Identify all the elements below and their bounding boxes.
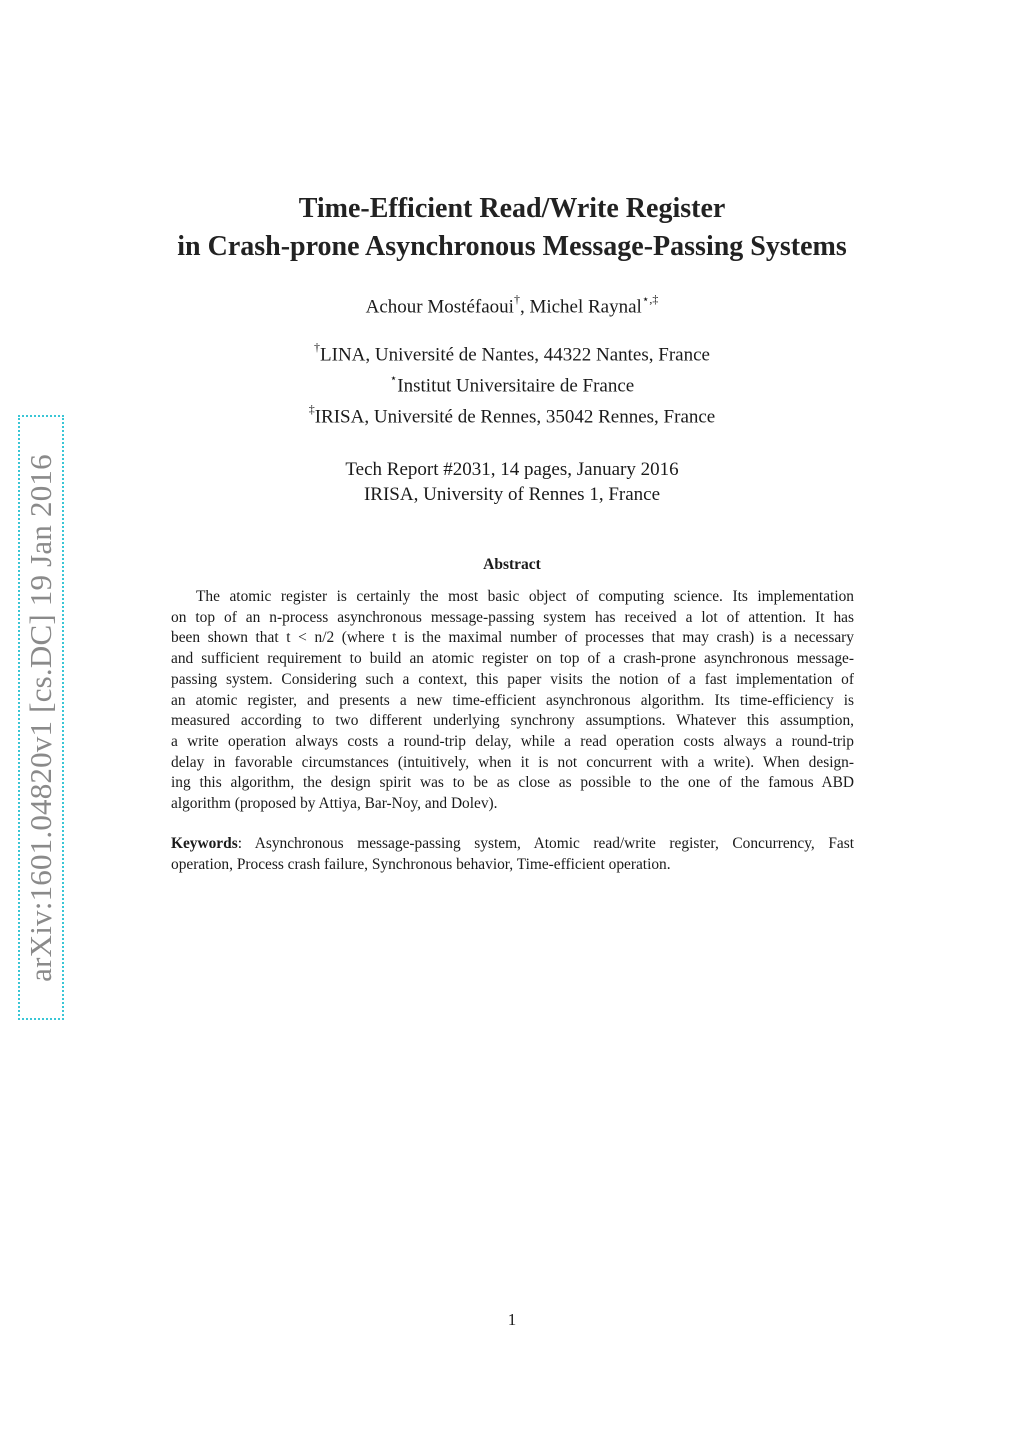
keywords-line: operation, Process crash failure, Synchronous behavior, Time-efficient operation. — [171, 855, 671, 873]
affiliation-mark: † — [314, 340, 321, 354]
report-info — [0, 457, 1024, 507]
abstract-line: passing system. Considering such a context, this paper visits the notion of a fast implementation of — [171, 670, 854, 688]
author-name: Michel Raynal — [529, 296, 642, 318]
keywords-section — [171, 834, 854, 875]
abstract-line: ing this algorithm, the design spirit was to be as close as possible to the one of the famous ABD — [171, 774, 854, 792]
keywords-label: Keywords — [171, 835, 238, 852]
abstract-line: The atomic register is certainly the most basic object of computing science. Its implementation — [196, 588, 854, 605]
abstract-line: and sufficient requirement to build an atomic register on top of a crash-prone asynchronous message- — [171, 650, 854, 668]
affiliation-mark: ⋆ — [389, 370, 398, 385]
affiliation — [0, 399, 1024, 430]
abstract-line: on top of an n-process asynchronous message-passing system has received a lot of attention. It has — [171, 608, 854, 626]
author-affiliation-mark: † — [513, 292, 520, 306]
title-line-2: in Crash-prone Asynchronous Message-Passing Systems — [177, 231, 847, 262]
author-affiliation-mark: ⋆,‡ — [641, 292, 659, 306]
arxiv-identifier[interactable]: arXiv:1601.04820v1 [cs.DC] 19 Jan 2016 — [23, 453, 58, 982]
affiliation — [0, 368, 1024, 399]
abstract-line: an atomic register, and presents a new time-efficient asynchronous algorithm. Its time-efficiency is — [171, 691, 854, 709]
abstract-line: a write operation always costs a round-trip delay, while a read operation costs always a round-trip — [171, 732, 854, 750]
affiliation — [0, 337, 1024, 368]
abstract-line: measured according to two different underlying synchrony assumptions. Whatever this assumption, — [171, 712, 854, 730]
affiliation-text: LINA, Université de Nantes, 44322 Nantes, France — [320, 344, 710, 366]
paper-title — [0, 190, 1024, 266]
abstract-line: algorithm (proposed by Attiya, Bar-Noy, and Dolev). — [171, 795, 498, 813]
author-name: Achour Mostéfaoui — [365, 296, 514, 318]
abstract-body — [171, 587, 854, 815]
author-list — [0, 289, 1024, 319]
affiliation-text: Institut Universitaire de France — [397, 375, 635, 397]
keywords-text: : Asynchronous message-passing system, Atomic read/write register, Concurrency, Fast — [237, 835, 854, 852]
abstract-line: been shown that t < n/2 (where t is the maximal number of processes that may crash) is a necessary — [171, 629, 854, 647]
abstract-line: delay in favorable circumstances (intuitively, when it is not concurrent with a write). When design- — [171, 753, 854, 771]
author-separator: , — [519, 296, 530, 318]
report-line-2: IRISA, University of Rennes 1, France — [363, 484, 661, 505]
affiliation-list — [0, 337, 1024, 429]
abstract-heading: Abstract — [483, 556, 541, 573]
affiliation-mark: ‡ — [308, 401, 315, 416]
title-line-1: Time-Efficient Read/Write Register — [298, 193, 726, 224]
keywords-line — [171, 834, 854, 855]
page-number: 1 — [507, 1310, 517, 1329]
affiliation-text: IRISA, Université de Rennes, 35042 Rennes, France — [314, 405, 716, 427]
report-line-1: Tech Report #2031, 14 pages, January 2016 — [345, 459, 679, 480]
